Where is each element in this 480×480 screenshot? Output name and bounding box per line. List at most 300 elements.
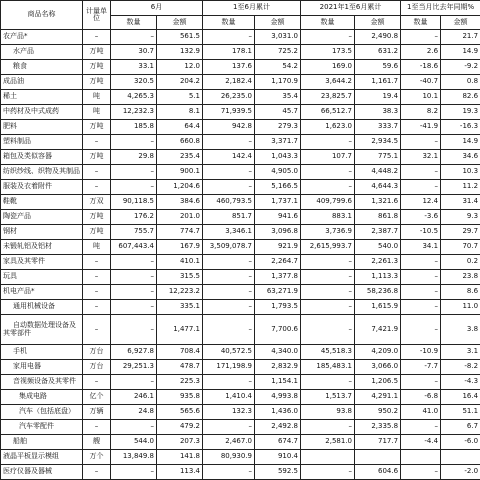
cell-y-q: 2,467.0 <box>203 435 255 450</box>
cell-y-a: 5,166.5 <box>255 180 301 195</box>
cell-p-q: – <box>301 135 355 150</box>
cell-m-q: 185.8 <box>111 120 157 135</box>
cell-product-name: 水产品 <box>1 45 83 60</box>
table-row <box>1 60 480 75</box>
cell-product-name: 鞋靴 <box>1 195 83 210</box>
cell-y-q: 851.7 <box>203 210 255 225</box>
cell-p-a: 2,261.3 <box>355 255 401 270</box>
table-body <box>1 30 480 480</box>
cell-p-q: 169.0 <box>301 60 355 75</box>
header-ytd: 1至6月累计 <box>203 1 301 16</box>
cell-unit: 吨 <box>83 90 111 105</box>
cell-c-a: -9.2 <box>441 60 480 75</box>
cell-c-a: -2.0 <box>441 465 480 480</box>
cell-c-a: 3.1 <box>441 345 480 360</box>
cell-c-q: -41.9 <box>401 120 441 135</box>
cell-c-q: – <box>401 270 441 285</box>
cell-product-name: 成品油 <box>1 75 83 90</box>
cell-m-q: 755.7 <box>111 225 157 240</box>
cell-unit: – <box>83 375 111 390</box>
cell-y-a: 63,271.9 <box>255 285 301 300</box>
cell-p-a: 58,236.8 <box>355 285 401 300</box>
cell-p-q: – <box>301 165 355 180</box>
cell-p-q: 2,615,993.7 <box>301 240 355 255</box>
cell-m-q: – <box>111 375 157 390</box>
cell-m-q: – <box>111 165 157 180</box>
cell-m-q: – <box>111 285 157 300</box>
table-row <box>1 420 480 435</box>
cell-c-a: -4.3 <box>441 375 480 390</box>
cell-p-a: 775.1 <box>355 150 401 165</box>
table-row <box>1 300 480 315</box>
cell-unit: 亿个 <box>83 390 111 405</box>
cell-c-q: – <box>401 30 441 45</box>
cell-unit: – <box>83 285 111 300</box>
cell-m-a: 384.6 <box>157 195 203 210</box>
cell-c-a: 6.7 <box>441 420 480 435</box>
cell-m-a: 201.0 <box>157 210 203 225</box>
cell-y-a: 7,700.6 <box>255 315 301 345</box>
table-row <box>1 225 480 240</box>
cell-unit: – <box>83 270 111 285</box>
cell-unit: – <box>83 30 111 45</box>
cell-y-a: 2,832.9 <box>255 360 301 375</box>
cell-product-name: 陶瓷产品 <box>1 210 83 225</box>
cell-y-q: 137.6 <box>203 60 255 75</box>
cell-m-a: 335.1 <box>157 300 203 315</box>
cell-y-a: 2,264.7 <box>255 255 301 270</box>
cell-c-q: – <box>401 285 441 300</box>
table-row <box>1 375 480 390</box>
cell-c-q: 8.2 <box>401 105 441 120</box>
cell-c-a: 11.2 <box>441 180 480 195</box>
cell-p-q: 1,513.7 <box>301 390 355 405</box>
cell-c-q: -6.8 <box>401 390 441 405</box>
cell-product-name: 通用机械设备 <box>1 300 83 315</box>
header-unit-top: 计量单 <box>86 6 107 15</box>
cell-c-a: 0.2 <box>441 255 480 270</box>
cell-m-a: 235.4 <box>157 150 203 165</box>
cell-product-name: 塑料制品 <box>1 135 83 150</box>
cell-y-q: 40,572.5 <box>203 345 255 360</box>
cell-c-a: 16.4 <box>441 390 480 405</box>
cell-p-a: 540.0 <box>355 240 401 255</box>
header-ytd-2021: 2021年1至6月累计 <box>301 1 401 16</box>
cell-c-q: -3.6 <box>401 210 441 225</box>
cell-c-q: 34.1 <box>401 240 441 255</box>
cell-y-q: 2,182.4 <box>203 75 255 90</box>
cell-y-q: 942.8 <box>203 120 255 135</box>
table-row <box>1 135 480 150</box>
cell-m-a: 141.8 <box>157 450 203 465</box>
cell-y-q: – <box>203 285 255 300</box>
cell-product-name-line1: 自动数据处理设备及 <box>13 321 76 330</box>
cell-p-q: 409,799.6 <box>301 195 355 210</box>
cell-product-name: 音视频设备及其零件 <box>1 375 83 390</box>
table-row <box>1 270 480 285</box>
table-row <box>1 90 480 105</box>
cell-m-q: 246.1 <box>111 390 157 405</box>
cell-p-a: 4,209.0 <box>355 345 401 360</box>
cell-p-q: – <box>301 420 355 435</box>
cell-p-q: 23,825.7 <box>301 90 355 105</box>
cell-m-a: 207.3 <box>157 435 203 450</box>
cell-p-q: 1,623.0 <box>301 120 355 135</box>
cell-product-name: 中药材及中式成药 <box>1 105 83 120</box>
cell-y-q: – <box>203 30 255 45</box>
cell-p-a: 2,335.8 <box>355 420 401 435</box>
cell-p-q: – <box>301 30 355 45</box>
cell-product-name: 纺织纱线、织物及其制品 <box>1 165 83 180</box>
table-row <box>1 30 480 45</box>
cell-m-q: 544.0 <box>111 435 157 450</box>
cell-product-name: 手机 <box>1 345 83 360</box>
header-unit <box>83 1 111 30</box>
cell-c-q: 41.0 <box>401 405 441 420</box>
table-row <box>1 75 480 90</box>
cell-c-a: -8.2 <box>441 360 480 375</box>
cell-m-q: 176.2 <box>111 210 157 225</box>
cell-m-a: 8.1 <box>157 105 203 120</box>
cell-m-a: 64.4 <box>157 120 203 135</box>
cell-m-q: 29.8 <box>111 150 157 165</box>
cell-p-a: 7,421.9 <box>355 315 401 345</box>
cell-product-name: 家用电器 <box>1 360 83 375</box>
cell-m-q: – <box>111 315 157 345</box>
cell-p-a: 950.2 <box>355 405 401 420</box>
cell-y-a: 725.2 <box>255 45 301 60</box>
cell-p-a: 1,321.6 <box>355 195 401 210</box>
cell-unit: – <box>83 135 111 150</box>
table-row <box>1 210 480 225</box>
table-row <box>1 465 480 480</box>
cell-y-q: – <box>203 300 255 315</box>
cell-m-a: 1,477.1 <box>157 315 203 345</box>
cell-unit: 万台 <box>83 345 111 360</box>
cell-c-a: 8.6 <box>441 285 480 300</box>
table-row <box>1 285 480 300</box>
cell-p-q: – <box>301 375 355 390</box>
cell-m-q: 607,443.4 <box>111 240 157 255</box>
cell-p-a: 717.7 <box>355 435 401 450</box>
cell-m-a: 12,223.2 <box>157 285 203 300</box>
table-row <box>1 45 480 60</box>
cell-c-a: 19.3 <box>441 105 480 120</box>
cell-p-q: 3,644.2 <box>301 75 355 90</box>
cell-y-a: 1,377.8 <box>255 270 301 285</box>
cell-p-a: 19.4 <box>355 90 401 105</box>
cell-m-q: – <box>111 270 157 285</box>
table-row <box>1 360 480 375</box>
header-amt: 金额 <box>355 16 401 30</box>
cell-m-q: 24.8 <box>111 405 157 420</box>
cell-c-a: 31.4 <box>441 195 480 210</box>
cell-unit: 吨 <box>83 240 111 255</box>
cell-product-name: 粮食 <box>1 60 83 75</box>
cell-y-a: 1,793.5 <box>255 300 301 315</box>
cell-c-a: 0.8 <box>441 75 480 90</box>
cell-m-a: 1,204.6 <box>157 180 203 195</box>
cell-product-name: 农产品* <box>1 30 83 45</box>
cell-p-a: 4,644.3 <box>355 180 401 195</box>
cell-c-a <box>441 450 480 465</box>
cell-y-q: 142.4 <box>203 150 255 165</box>
cell-c-q: 12.4 <box>401 195 441 210</box>
cell-p-q: – <box>301 270 355 285</box>
cell-product-name: 肥料 <box>1 120 83 135</box>
table-row <box>1 180 480 195</box>
cell-product-name: 汽车（包括底盘） <box>1 405 83 420</box>
header-qty: 数量 <box>111 16 157 30</box>
cell-product-name <box>1 315 83 345</box>
cell-c-q: – <box>401 315 441 345</box>
cell-m-a: 410.1 <box>157 255 203 270</box>
cell-m-a: 478.7 <box>157 360 203 375</box>
cell-product-name: 钢材 <box>1 225 83 240</box>
cell-m-q: 30.7 <box>111 45 157 60</box>
cell-y-a: 910.4 <box>255 450 301 465</box>
cell-m-q: – <box>111 300 157 315</box>
cell-y-q: 1,410.4 <box>203 390 255 405</box>
cell-y-a: 54.2 <box>255 60 301 75</box>
cell-p-a: 2,387.7 <box>355 225 401 240</box>
cell-c-a: 70.7 <box>441 240 480 255</box>
cell-p-q: – <box>301 300 355 315</box>
cell-p-a: 2,934.5 <box>355 135 401 150</box>
cell-p-a: 3,066.0 <box>355 360 401 375</box>
cell-y-q: 3,509,078.7 <box>203 240 255 255</box>
table-row <box>1 150 480 165</box>
cell-m-q: 33.1 <box>111 60 157 75</box>
cell-m-q: 29,251.3 <box>111 360 157 375</box>
cell-m-q: 13,849.8 <box>111 450 157 465</box>
cell-m-a: 774.7 <box>157 225 203 240</box>
table-row <box>1 450 480 465</box>
cell-unit: 万吨 <box>83 150 111 165</box>
cell-p-q: – <box>301 180 355 195</box>
cell-y-q: 3,346.1 <box>203 225 255 240</box>
cell-y-q: 171,198.9 <box>203 360 255 375</box>
cell-p-a: 59.6 <box>355 60 401 75</box>
cell-p-a <box>355 450 401 465</box>
cell-m-a: 167.9 <box>157 240 203 255</box>
cell-y-q: 26,235.0 <box>203 90 255 105</box>
cell-y-q: – <box>203 255 255 270</box>
cell-p-q: 93.8 <box>301 405 355 420</box>
cell-c-a: 29.7 <box>441 225 480 240</box>
cell-y-a: 3,371.7 <box>255 135 301 150</box>
cell-c-a: 10.3 <box>441 165 480 180</box>
cell-product-name: 汽车零配件 <box>1 420 83 435</box>
cell-unit: – <box>83 300 111 315</box>
cell-product-name-line2: 其零部件 <box>3 328 31 337</box>
cell-y-q: 460,793.5 <box>203 195 255 210</box>
cell-unit: – <box>83 420 111 435</box>
cell-c-q: – <box>401 165 441 180</box>
cell-m-a: 900.1 <box>157 165 203 180</box>
cell-y-a: 1,043.3 <box>255 150 301 165</box>
table-row <box>1 120 480 135</box>
cell-c-a: 34.6 <box>441 150 480 165</box>
cell-c-a: 51.1 <box>441 405 480 420</box>
cell-p-q: 45,518.3 <box>301 345 355 360</box>
cell-m-q: 4,265.3 <box>111 90 157 105</box>
cell-m-a: 12.0 <box>157 60 203 75</box>
cell-c-q <box>401 450 441 465</box>
cell-unit: – <box>83 165 111 180</box>
cell-y-q: – <box>203 165 255 180</box>
cell-c-q: 10.1 <box>401 90 441 105</box>
cell-y-a: 941.6 <box>255 210 301 225</box>
table-row <box>1 390 480 405</box>
cell-product-name: 液晶平板显示模组 <box>1 450 83 465</box>
cell-m-a: 935.8 <box>157 390 203 405</box>
cell-product-name: 未锻轧铝及铝材 <box>1 240 83 255</box>
cell-c-a: 21.7 <box>441 30 480 45</box>
cell-y-a: 3,031.0 <box>255 30 301 45</box>
table-row <box>1 165 480 180</box>
cell-y-a: 45.7 <box>255 105 301 120</box>
cell-y-q: – <box>203 315 255 345</box>
cell-unit: 万吨 <box>83 45 111 60</box>
cell-c-a: -6.0 <box>441 435 480 450</box>
cell-c-q: -4.4 <box>401 435 441 450</box>
cell-m-q: – <box>111 135 157 150</box>
cell-c-q: – <box>401 300 441 315</box>
cell-y-q: – <box>203 270 255 285</box>
cell-p-q: – <box>301 255 355 270</box>
cell-y-q: – <box>203 180 255 195</box>
cell-y-a: 1,737.1 <box>255 195 301 210</box>
cell-y-a: 592.5 <box>255 465 301 480</box>
table-row <box>1 315 480 345</box>
cell-y-q: 71,939.5 <box>203 105 255 120</box>
table-row <box>1 255 480 270</box>
cell-p-q: – <box>301 465 355 480</box>
table-row <box>1 405 480 420</box>
cell-y-q: 80,930.9 <box>203 450 255 465</box>
table-row <box>1 345 480 360</box>
header-yoy: 1至当月比去年同期% <box>401 1 480 16</box>
cell-m-a: 225.3 <box>157 375 203 390</box>
cell-unit: 万个 <box>83 450 111 465</box>
cell-c-q: 2.6 <box>401 45 441 60</box>
cell-m-a: 113.4 <box>157 465 203 480</box>
cell-m-a: 660.8 <box>157 135 203 150</box>
cell-unit: – <box>83 465 111 480</box>
cell-p-q: 2,581.0 <box>301 435 355 450</box>
cell-p-q: 883.1 <box>301 210 355 225</box>
cell-y-a: 4,905.0 <box>255 165 301 180</box>
cell-c-q: – <box>401 375 441 390</box>
cell-c-a: 3.8 <box>441 315 480 345</box>
cell-p-q: 3,736.9 <box>301 225 355 240</box>
cell-y-a: 279.3 <box>255 120 301 135</box>
cell-y-a: 1,154.1 <box>255 375 301 390</box>
cell-m-q: – <box>111 30 157 45</box>
cell-m-a: 204.2 <box>157 75 203 90</box>
cell-y-a: 674.7 <box>255 435 301 450</box>
cell-c-a: 14.9 <box>441 45 480 60</box>
cell-m-q: 320.5 <box>111 75 157 90</box>
cell-product-name: 机电产品* <box>1 285 83 300</box>
cell-c-q: -40.7 <box>401 75 441 90</box>
table-row <box>1 195 480 210</box>
cell-m-a: 479.2 <box>157 420 203 435</box>
cell-y-a: 4,340.0 <box>255 345 301 360</box>
cell-m-q: – <box>111 465 157 480</box>
cell-y-q: – <box>203 135 255 150</box>
table-row <box>1 105 480 120</box>
cell-c-q: – <box>401 420 441 435</box>
cell-p-a: 4,291.1 <box>355 390 401 405</box>
cell-y-q: – <box>203 420 255 435</box>
cell-y-q: – <box>203 465 255 480</box>
cell-c-q: -10.5 <box>401 225 441 240</box>
cell-p-q: 107.7 <box>301 150 355 165</box>
cell-m-q: 6,927.8 <box>111 345 157 360</box>
cell-c-a: 82.6 <box>441 90 480 105</box>
cell-m-a: 315.5 <box>157 270 203 285</box>
cell-unit: 万台 <box>83 360 111 375</box>
cell-unit: 万双 <box>83 195 111 210</box>
cell-product-name: 稀土 <box>1 90 83 105</box>
cell-p-q: – <box>301 315 355 345</box>
cell-c-a: 23.8 <box>441 270 480 285</box>
cell-m-a: 561.5 <box>157 30 203 45</box>
cell-m-q: 12,232.3 <box>111 105 157 120</box>
cell-p-a: 1,615.9 <box>355 300 401 315</box>
cell-product-name: 家具及其零件 <box>1 255 83 270</box>
cell-c-a: -16.3 <box>441 120 480 135</box>
header-amt: 金额 <box>157 16 203 30</box>
cell-p-a: 4,448.2 <box>355 165 401 180</box>
cell-y-q: 132.3 <box>203 405 255 420</box>
cell-m-q: – <box>111 420 157 435</box>
cell-unit: 艘 <box>83 435 111 450</box>
cell-unit: – <box>83 315 111 345</box>
cell-unit: – <box>83 255 111 270</box>
cell-y-a: 1,436.0 <box>255 405 301 420</box>
cell-c-q: – <box>401 135 441 150</box>
cell-c-a: 11.0 <box>441 300 480 315</box>
cell-y-a: 4,993.8 <box>255 390 301 405</box>
cell-c-a: 9.3 <box>441 210 480 225</box>
cell-p-a: 38.3 <box>355 105 401 120</box>
cell-unit: 万吨 <box>83 60 111 75</box>
cell-product-name: 船舶 <box>1 435 83 450</box>
cell-p-a: 1,161.7 <box>355 75 401 90</box>
cell-y-a: 921.9 <box>255 240 301 255</box>
cell-p-q: – <box>301 285 355 300</box>
cell-m-a: 708.4 <box>157 345 203 360</box>
header-amt: 金额 <box>255 16 301 30</box>
header-qty: 数量 <box>301 16 355 30</box>
cell-c-q: -10.9 <box>401 345 441 360</box>
cell-m-q: 90,118.5 <box>111 195 157 210</box>
header-june: 6月 <box>111 1 203 16</box>
cell-p-a: 1,113.3 <box>355 270 401 285</box>
header-amt: 金额 <box>441 16 480 30</box>
cell-p-q: 185,483.1 <box>301 360 355 375</box>
table-row <box>1 435 480 450</box>
cell-c-q: – <box>401 465 441 480</box>
cell-y-q: 178.1 <box>203 45 255 60</box>
cell-unit: 万吨 <box>83 120 111 135</box>
table-row <box>1 240 480 255</box>
cell-c-q: – <box>401 255 441 270</box>
cell-unit: 万吨 <box>83 225 111 240</box>
